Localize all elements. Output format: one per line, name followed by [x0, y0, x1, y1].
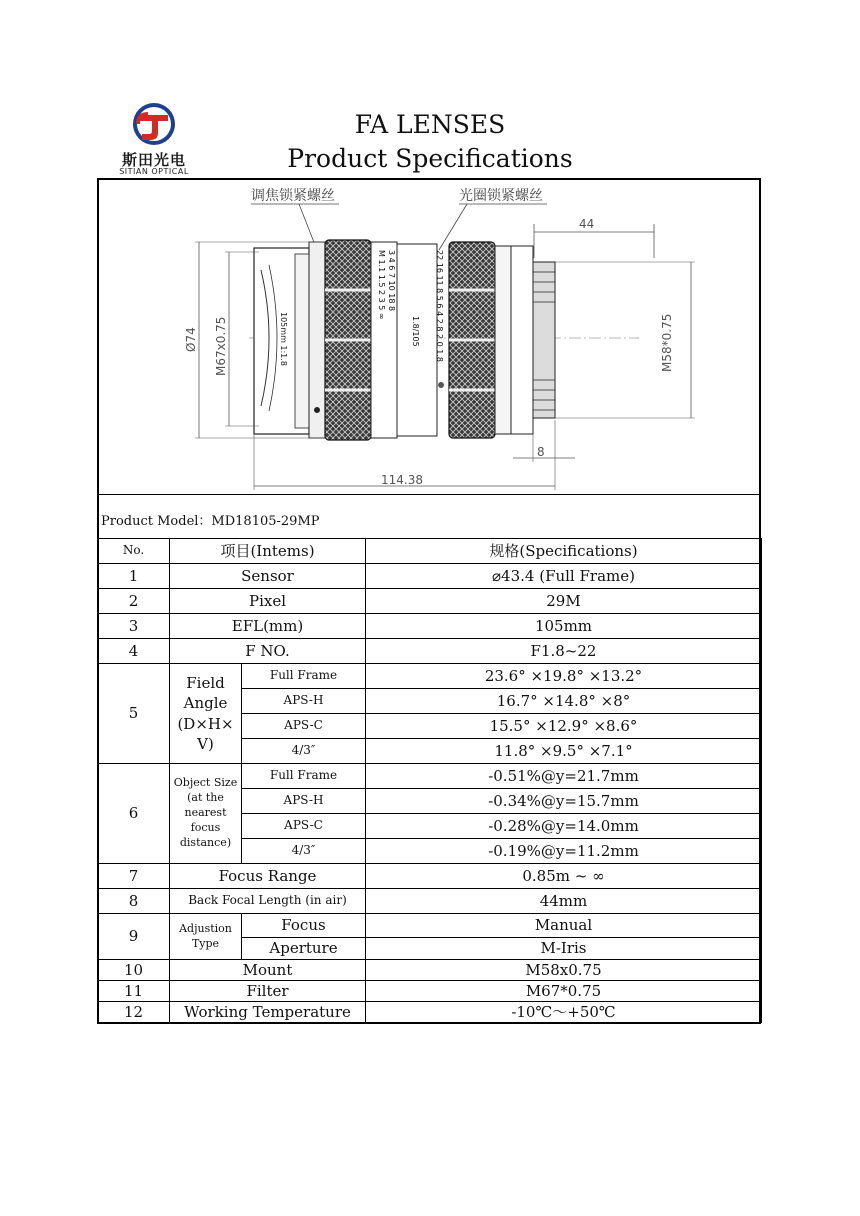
row-no: 12 — [98, 1002, 170, 1023]
table-row — [98, 889, 762, 914]
table-row — [98, 639, 762, 664]
row-spec: -0.28%@y=14.0mm — [366, 814, 762, 839]
table-row — [98, 589, 762, 614]
row-no: 8 — [98, 889, 170, 914]
header-no: No. — [98, 539, 170, 564]
row-group-object-size: Object Size (at the nearest focus distance) — [170, 764, 242, 864]
table-row — [98, 664, 762, 689]
row-spec: F1.8~22 — [366, 639, 762, 664]
row-no: 3 — [98, 614, 170, 639]
table-header-row — [98, 539, 762, 564]
table-row — [98, 564, 762, 589]
row-item: Filter — [170, 981, 366, 1002]
row-subitem: APS-C — [242, 714, 366, 739]
aperture-focal-marking: 1.8/105 — [411, 316, 420, 347]
row-item: Mount — [170, 960, 366, 981]
dim-m67-label: M67x0.75 — [214, 316, 228, 376]
row-item: EFL(mm) — [170, 614, 366, 639]
row-item: Working Temperature — [170, 1002, 366, 1023]
row-spec: -0.19%@y=11.2mm — [366, 839, 762, 864]
logo-english-name: SITIAN OPTICAL — [119, 167, 189, 176]
row-spec: 15.5° ×12.9° ×8.6° — [366, 714, 762, 739]
dim-114-label: 114.38 — [381, 473, 423, 487]
row-spec: M-Iris — [366, 938, 762, 960]
row-spec: Manual — [366, 914, 762, 938]
row-subitem: Focus — [242, 914, 366, 938]
row-item: F NO. — [170, 639, 366, 664]
front-lens-marking: 105mm 1:1.8 — [279, 312, 288, 366]
focus-lock-screw-label: 调焦锁紧螺丝 — [251, 188, 335, 204]
row-spec: -10℃～+50℃ — [366, 1002, 762, 1023]
row-group-field-angle: Field Angle (D×H× V) — [170, 664, 242, 764]
row-subitem: Full Frame — [242, 764, 366, 789]
row-no: 11 — [98, 981, 170, 1002]
row-subitem: 4/3″ — [242, 739, 366, 764]
table-row — [98, 764, 762, 789]
row-group-adjustion-type: Adjustion Type — [170, 914, 242, 960]
lens-drawing — [99, 180, 759, 494]
row-subitem: Full Frame — [242, 664, 366, 689]
row-subitem: APS-H — [242, 689, 366, 714]
iris-lock-screw-label: 光圈锁紧螺丝 — [459, 188, 543, 204]
row-subitem: 4/3″ — [242, 839, 366, 864]
row-spec: 23.6° ×19.8° ×13.2° — [366, 664, 762, 689]
table-row — [98, 864, 762, 889]
row-item: Pixel — [170, 589, 366, 614]
header-spec: 规格(Specifications) — [366, 539, 762, 564]
row-no: 6 — [98, 764, 170, 864]
row-subitem: APS-H — [242, 789, 366, 814]
table-row — [98, 914, 762, 938]
dim-m58-label: M58*0.75 — [660, 313, 674, 372]
row-spec: -0.34%@y=15.7mm — [366, 789, 762, 814]
page-title: FA LENSES — [354, 110, 506, 139]
row-subitem: Aperture — [242, 938, 366, 960]
row-no: 5 — [98, 664, 170, 764]
row-item: Back Focal Length (in air) — [170, 889, 366, 914]
row-spec: M58x0.75 — [366, 960, 762, 981]
row-spec: 44mm — [366, 889, 762, 914]
row-no: 10 — [98, 960, 170, 981]
table-row — [98, 614, 762, 639]
row-no: 9 — [98, 914, 170, 960]
row-spec: ⌀43.4 (Full Frame) — [366, 564, 762, 589]
table-row — [98, 981, 762, 1002]
header-item: 项目(Intems) — [170, 539, 366, 564]
focus-scale-bottom: 3 4 6 7 10 18 8 — [387, 250, 396, 312]
page-subtitle: Product Specifications — [287, 144, 573, 173]
row-spec: 0.85m ~ ∞ — [366, 864, 762, 889]
row-spec: 16.7° ×14.8° ×8° — [366, 689, 762, 714]
dim-diameter-74-label: Ø74 — [184, 327, 198, 352]
table-row — [98, 1002, 762, 1023]
spec-table — [97, 538, 762, 1023]
dim-8-label: 8 — [537, 445, 545, 459]
row-spec: 11.8° ×9.5° ×7.1° — [366, 739, 762, 764]
row-item: Focus Range — [170, 864, 366, 889]
product-model-row — [99, 494, 759, 538]
table-row — [98, 960, 762, 981]
row-no: 4 — [98, 639, 170, 664]
row-subitem: APS-C — [242, 814, 366, 839]
logo-chinese-name: 斯田光电 — [121, 151, 186, 169]
dim-44-label: 44 — [579, 217, 595, 231]
row-spec: 105mm — [366, 614, 762, 639]
focus-scale-top: M 1.1 1.5 2 3 5 ∞ — [377, 250, 386, 320]
product-model-label: Product Model：MD18105-29MP — [101, 514, 320, 529]
row-item: Sensor — [170, 564, 366, 589]
row-spec: -0.51%@y=21.7mm — [366, 764, 762, 789]
row-no: 7 — [98, 864, 170, 889]
row-spec: 29M — [366, 589, 762, 614]
row-spec: M67*0.75 — [366, 981, 762, 1002]
row-no: 1 — [98, 564, 170, 589]
iris-scale: 22 16 11 8 5.6 4 2.8 2.0 1.8 — [435, 250, 444, 362]
row-no: 2 — [98, 589, 170, 614]
